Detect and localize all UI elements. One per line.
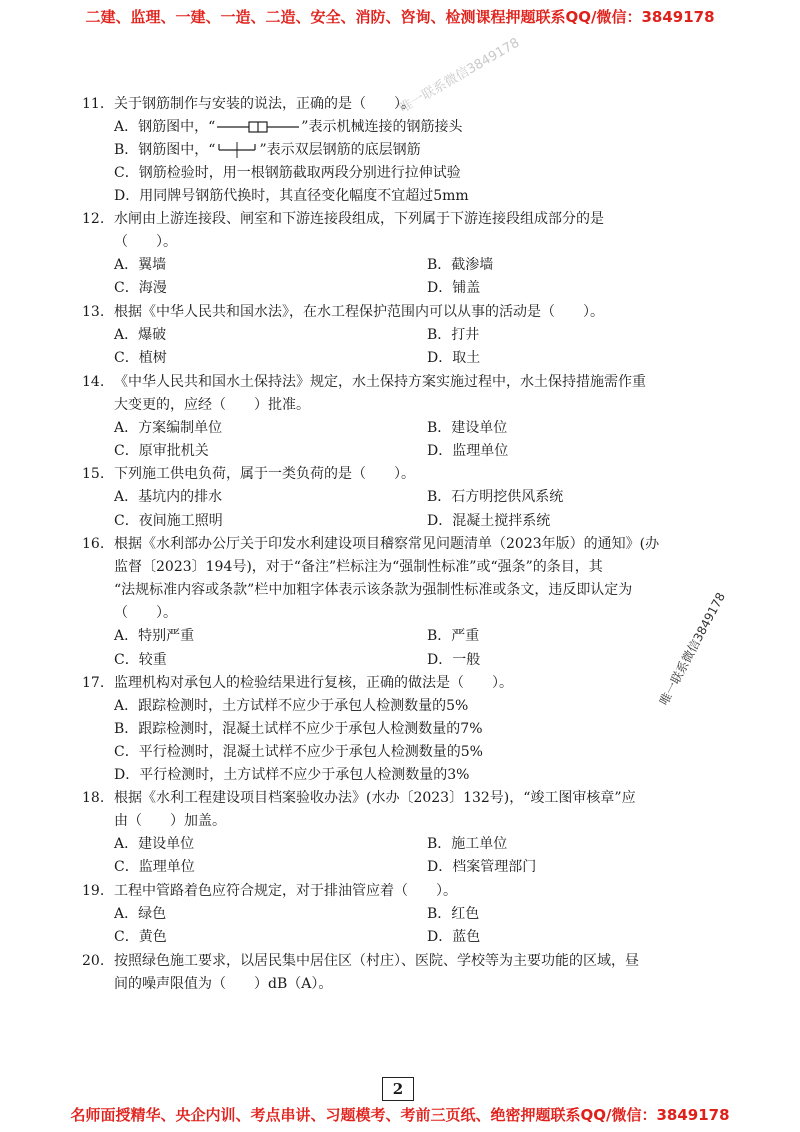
option-d: D．用同牌号钢筋代换时，其直径变化幅度不宜超过5mm (114, 188, 469, 204)
option-c: C．植树 (114, 350, 167, 367)
option-d: D．蓝色 (427, 929, 481, 946)
question-number: 16. (82, 536, 105, 553)
question-number: 15. (82, 466, 105, 483)
question-20 (82, 950, 722, 996)
question-stem-continued: 大变更的，应经（ ）批准。 (114, 396, 310, 413)
mechanical-splice-symbol (217, 120, 299, 134)
question-stem-continued: （ ）。 (114, 234, 177, 250)
question-stem: 工程中管路着色应符合规定，对于排油管应着（ ）。 (114, 882, 457, 899)
options-row (82, 347, 722, 370)
option-b: B．截渗墙 (427, 257, 494, 273)
question-stem: 下列施工供电负荷，属于一类负荷的是（ ）。 (114, 466, 415, 483)
option-c: C．海漫 (114, 280, 167, 297)
question-stem: 关于钢筋制作与安装的说法，正确的是（ ）。 (114, 96, 415, 112)
option-a: A．建设单位 (114, 836, 195, 853)
question-stem: 《中华人民共和国水土保持法》规定，水土保持方案实施过程中，水土保持措施需作重 (114, 373, 646, 390)
question-number: 20. (82, 952, 105, 969)
question-16 (82, 533, 722, 672)
watermark-diagonal: 唯一联系微信3849178 (397, 35, 523, 117)
option-b-text-end: ”表示双层钢筋的底层钢筋 (259, 142, 421, 158)
question-stem-continued: 监督〔2023〕194号)，对于“备注”栏标注为“强制性标准”或“强条”的条目，其 (114, 559, 603, 576)
option-a-text-start: A．钢筋图中，“ (114, 119, 216, 135)
option-d: D．监理单位 (427, 443, 509, 460)
question-number: 19. (82, 882, 105, 899)
options-row (82, 833, 722, 856)
question-stem: 根据《水利部办公厅关于印发水利建设项目稽察常见问题清单（2023年版）的通知》(办 (114, 536, 660, 553)
question-13 (82, 301, 722, 371)
option-b: B．施工单位 (427, 836, 508, 853)
option-b-text-start: B．钢筋图中，“ (114, 142, 216, 158)
option-a: A．爆破 (114, 326, 167, 343)
option-d: D．铺盖 (427, 280, 481, 297)
option-a: A．跟踪检测时，土方试样不应少于承包人检测数量的5% (114, 698, 469, 715)
option-d: D．档案管理部门 (427, 859, 537, 876)
question-11 (82, 93, 722, 208)
option-d: D．混凝土搅拌系统 (427, 512, 551, 529)
options-row (82, 324, 722, 347)
option-b: B．跟踪检测时，混凝土试样不应少于承包人检测数量的7% (114, 721, 483, 738)
options-row (82, 926, 722, 949)
exam-page (82, 93, 722, 996)
question-number: 13. (82, 303, 105, 320)
option-a-text-end: ”表示机械连接的钢筋接头 (301, 119, 463, 135)
option-b: B．打井 (427, 326, 480, 343)
options-row (82, 417, 722, 440)
option-d: D．取土 (427, 350, 481, 367)
option-d: D．平行检测时，土方试样不应少于承包人检测数量的3% (114, 767, 470, 784)
question-stem-continued: “法规标准内容或条款”栏中加粗字体表示该条款为强制性标准或条文，违反即认定为 (114, 582, 633, 599)
option-b: B．石方明挖供风系统 (427, 489, 564, 506)
option-a: A．特别严重 (114, 628, 195, 645)
question-number: 17. (82, 675, 105, 692)
question-stem-continued: 由（ ）加盖。 (114, 813, 226, 830)
question-14 (82, 371, 722, 464)
question-number: 18. (82, 790, 105, 807)
double-layer-rebar-symbol (217, 140, 257, 160)
question-number: 14. (82, 373, 105, 390)
option-b: B．严重 (427, 628, 480, 645)
question-stem: 水闸由上游连接段、闸室和下游连接段组成，下列属于下游连接段组成部分的是 (114, 211, 604, 227)
option-a: A．方案编制单位 (114, 419, 223, 436)
page-number: 2 (382, 1077, 414, 1101)
option-a: A．翼墙 (114, 257, 167, 273)
option-c: C．夜间施工照明 (114, 512, 223, 529)
question-stem: 根据《中华人民共和国水法》，在水工程保护范围内可以从事的活动是（ ）。 (114, 303, 604, 320)
options-row (82, 649, 722, 672)
option-c: C．原审批机关 (114, 443, 209, 460)
option-b: B．建设单位 (427, 419, 508, 436)
options-row (82, 510, 722, 533)
question-number: 11. (82, 96, 105, 112)
options-row (82, 625, 722, 648)
option-d: D．一般 (427, 651, 481, 668)
question-number: 12. (82, 211, 105, 227)
option-c: C．钢筋检验时，用一根钢筋截取两段分别进行拉伸试验 (114, 165, 461, 181)
question-stem: 按照绿色施工要求，以居民集中居住区（村庄）、医院、学校等为主要功能的区域，昼 (114, 952, 639, 969)
option-b (82, 139, 722, 162)
options-row (82, 254, 722, 277)
watermark-side: 唯一联系微信3849178 (656, 590, 729, 708)
bottom-contact-banner: 名师面授精华、央企内训、考点串讲、习题模考、考前三页纸、绝密押题联系QQ/微信：3849178 (70, 1106, 730, 1124)
question-12 (82, 208, 722, 301)
option-a: A．绿色 (114, 905, 167, 922)
question-stem-continued: 间的噪声限值为（ ）dB（A）。 (114, 975, 333, 992)
question-stem-continued: （ ）。 (114, 605, 177, 622)
option-c: C．较重 (114, 651, 167, 668)
question-17 (82, 672, 722, 787)
top-contact-banner: 二建、监理、一建、一造、二造、安全、消防、咨询、检测课程押题联系QQ/微信：3849178 (85, 8, 715, 26)
option-b: B．红色 (427, 905, 480, 922)
question-stem: 根据《水利工程建设项目档案验收办法》(水办〔2023〕132号)，“竣工图审核章”应 (114, 790, 636, 807)
option-c: C．黄色 (114, 929, 167, 946)
options-row (82, 856, 722, 879)
question-15 (82, 463, 722, 533)
option-a: A．基坑内的排水 (114, 489, 223, 506)
option-a (82, 116, 722, 139)
option-c: C．监理单位 (114, 859, 195, 876)
question-18 (82, 787, 722, 880)
options-row (82, 440, 722, 463)
question-stem: 监理机构对承包人的检验结果进行复核，正确的做法是（ ）。 (114, 675, 513, 692)
question-19 (82, 880, 722, 950)
options-row (82, 903, 722, 926)
option-c: C．平行检测时，混凝土试样不应少于承包人检测数量的5% (114, 744, 483, 761)
options-row (82, 277, 722, 300)
options-row (82, 486, 722, 509)
